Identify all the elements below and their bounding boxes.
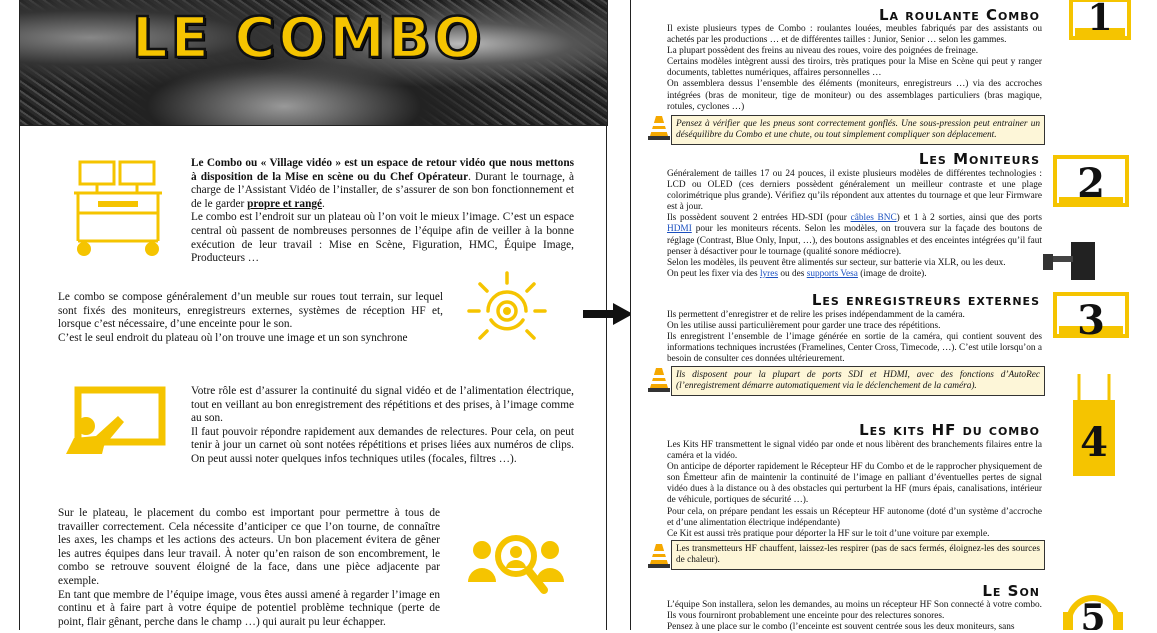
number-4: 4 [1080,419,1108,466]
placement-line-1: Sur le plateau, le placement du combo est important pour permettre à tous de travailler correctement. Cela nécessite d’anticiper ce que l’on tourne, de connaître les axes, les champs et les actions des acteurs. Un bon placement évitera de gêner les autres équipes dans leur travail. À noter qu’en raison de son encombrement, le combo se retrouve souvent éloigné de la face, dans une pièce adjacente par exemple. [58,507,440,587]
section-1-title: La roulante Combo [878,6,1040,24]
right-arrow-icon [583,303,633,325]
section-4-text [667,440,1042,540]
s4-line-2: On anticipe de déporter rapidement le Récepteur HF du Combo et de le rapprocher physiquement de son Émetteur afin de maintenir la continuité de l’image en palliant d’éventuelles pertes de signal vidéo dues à la distance ou à des obstacles qui perturbent la HF (murs épais, canalisations, intérieur de véhicule, portiques de sécurité …). [667,462,1042,506]
s5-line-2: Pensez à une place sur le combo (l’enceinte est souvent centrée sous les deux moniteurs, sans [667,622,1015,633]
role-paragraph [191,385,574,467]
number-3: 3 [1077,297,1105,340]
composition-line-1: Le combo se compose généralement d’un meuble sur roues tout terrain, sur lequel sont fixés des moniteurs, enregistreurs externes, systèmes de réception HF et, lorsque c’est nécessaire, d’une enceinte pour le son. [58,291,443,331]
section-4-title: Les kits HF du combo [859,421,1040,439]
presentation-board-icon [66,386,168,456]
s1-line-4: On assemblera dessus l’ensemble des éléments (moniteurs, enregistreurs …) via des accroches intégrées (bras de moniteur, tige de moniteur) ou des assemblages particuliers (bras magique, rotules, cyclones …) [667,79,1042,112]
s4-line-1: Les Kits HF transmettent le signal vidéo par onde et nous libèrent des branchements filaires entre la caméra et la vidéo. [667,440,1042,462]
placement-line-2: En tant que membre de l’équipe image, vous êtes aussi amené à regarder l’image en continu et à faire part à votre équipe de potentiel problème technique (perte de point, flair gênant, perche dans le champ …) qui aurait pu leur échapper. [58,588,440,628]
section-5-title: Le Son [982,582,1040,600]
intro-underlined: propre et rangé [247,197,323,210]
s5-line-1: L’équipe Son installera, selon les demandes, au moins un récepteur HF Son connecté à votre combo. Ils vous fourniront probablement une enceinte pour des relectures sonores. [667,600,1042,622]
traffic-cone-icon [648,366,670,392]
section-3-title: Les enregistreurs externes [811,291,1040,309]
left-border [19,125,20,630]
s4-line-4: Ce Kit est aussi très pratique pour déporter la HF sur le toit d’une voiture par exemple. [667,528,990,539]
role-line-2: Il faut pouvoir répondre rapidement aux demandes de relectures. Pour cela, on peut tenir à jour un carnet où sont notées répétitions et prises liées aux numéros de clips. On peut aussi noter quelques infos techniques utiles (focales, filtres …). [191,425,574,465]
banner-photo [19,0,608,126]
intro-paragraph [191,157,574,266]
placement-paragraph [58,507,440,629]
section-4-note: Les transmetteurs HF chauffent, laissez-les respirer (pas de sacs fermés, éloignez-les des sources de chaleur). [671,540,1045,570]
number-4-badge [1069,372,1119,482]
section-5-text [667,600,1042,633]
intro-text-3: Le combo est l’endroit sur un plateau où l’on voit le mieux l’image. C’est un espace central où passent de nombreuses personnes de l’équipe afin de veiller à la bonne exécution de leur travail : Mise en Scène, Figuration, HMC, Équipe Image, Producteurs … [191,211,574,265]
s1-line-1: Il existe plusieurs types de Combo : roulantes louées, meubles fabriqués par des assistants ou achetés par les productions … et de différentes tailles : Junior, Senior … selon les gammes. [667,24,1042,46]
section-1-text [667,24,1042,113]
banner-title: LE COMBO [132,6,485,71]
link-supports-vesa[interactable]: supports Vesa [806,268,858,279]
number-1-badge [1069,0,1131,40]
number-2: 2 [1077,160,1105,207]
s2-p3: Selon les modèles, ils peuvent être alimentés sur secteur, sur batterie via XLR, ou les deux. [667,257,1006,268]
right-page [630,0,1157,633]
intro-text-2: . [322,197,325,210]
gear-icon [466,270,548,352]
s2-p1: Généralement de tailles 17 ou 24 pouces, il existe plusieurs modèles de différentes technologies : LCD ou OLED (ces derniers possèdent généralement un meilleur contraste et une plage colorimétrique plus grande). Vérifiez qu’ils répondent aux attentes du tournage et que leur Firmware est à jour. [667,169,1042,213]
s3-line-2: On les utilise aussi particulièrement pour garder une trace des répétitions. [667,321,941,332]
section-2-text: Généralement de tailles 17 ou 24 pouces, il existe plusieurs modèles de différentes technologies : LCD ou OLED (ces derniers possèdent généralement un meilleur contraste et une plage colorimétrique plus grande). Vérifiez qu’ils répondent aux attentes du tournage et que leur Firmware est à jour. Ils possèdent souvent 2 entrées HD-SDI (pour câbles BNC) et 1 à 2 sorties, ainsi que des ports HDMI pour les moniteurs récents. Selon les modèles, on trouvera sur la façade des boutons de réglage (Contrast, Blue Only, Input, …), des boutons assignables et des enceintes intégrées qu’il faut penser à désactiver pour le tournage (qualité sonore médiocre). Selon les modèles, ils peuvent être alimentés sur secteur, sur batterie via XLR, ou les deux. On peut les fixer via des lyres ou des supports Vesa (image de droite). [667,169,1042,279]
intro-lead: Le Combo ou « Village vidéo » est un espace de retour vidéo que nous mettons à disposition de la Mise en scène ou du Chef Opérateur [191,157,574,183]
section-1-note: Pensez à vérifier que les pneus sont correctement gonflés. Une sous-pression peut entrainer un déséquilibre du Combo et une chute, ou tout simplement compliquer son déplacement. [671,115,1045,145]
number-5-badge [1061,582,1125,630]
s3-line-1: Ils permettent d’enregistrer et de relire les prises indépendamment de la caméra. [667,310,965,320]
link-bnc-cables[interactable]: câbles BNC [850,213,897,224]
traffic-cone-icon [648,542,670,568]
right-border [606,125,607,630]
composition-line-2: C’est le seul endroit du plateau où l’on trouve une image et un son synchrone [58,331,408,344]
link-hdmi[interactable]: HDMI [667,224,692,235]
s1-line-3: Certains modèles intègrent aussi des tiroirs, très pratiques pour la Mise en Scène qui peut y ranger documents, tablettes numériques, affaires personnelles … [667,57,1042,79]
s3-line-3: Ils enregistrent l’ensemble de l’image générée en sortie de la caméra, qui contient souvent des informations techniques incrustées (Framelines, Center Cross, Timecode, …). C’est utile lorsqu’on a besoin de consulter ces données ultérieurement. [667,332,1042,365]
composition-paragraph [58,291,443,345]
section-2-title: Les Moniteurs [918,150,1040,168]
intro-text-1: . Durant le tournage, à charge de l’Assistant Vidéo de l’installer, de s’assurer de son bon fonctionnement et de le garder [191,170,574,210]
combo-cart-icon [70,157,170,259]
number-5: 5 [1080,597,1106,630]
role-line-1: Votre rôle est d’assurer la continuité du signal vidéo et de l’alimentation électrique, tout en veillant au bon enregistrement des répétitions et des prises, à l’image comme au son. [191,385,574,425]
section-3-note: Ils disposent pour la plupart de ports SDI et HDMI, avec des fonctions d’AutoRec (l’enregistrement démarre automatiquement via le déclenchement de la caméra). [671,366,1045,396]
s4-line-3: Pour cela, on prépare pendant les essais un Récepteur HF autonome (doté d’un système d’accroche et d’une alimentation électrique indépendante) [667,506,1042,528]
vesa-mount-image [1041,240,1097,284]
s1-line-2: La plupart possèdent des freins au niveau des roues, voire des poignées de freinage. [667,46,979,57]
team-search-icon [468,530,564,598]
traffic-cone-icon [648,114,670,140]
number-3-badge [1053,292,1129,340]
link-lyres[interactable]: lyres [759,268,779,279]
number-1: 1 [1087,0,1113,39]
number-2-badge [1053,155,1129,211]
section-3-text [667,310,1042,365]
